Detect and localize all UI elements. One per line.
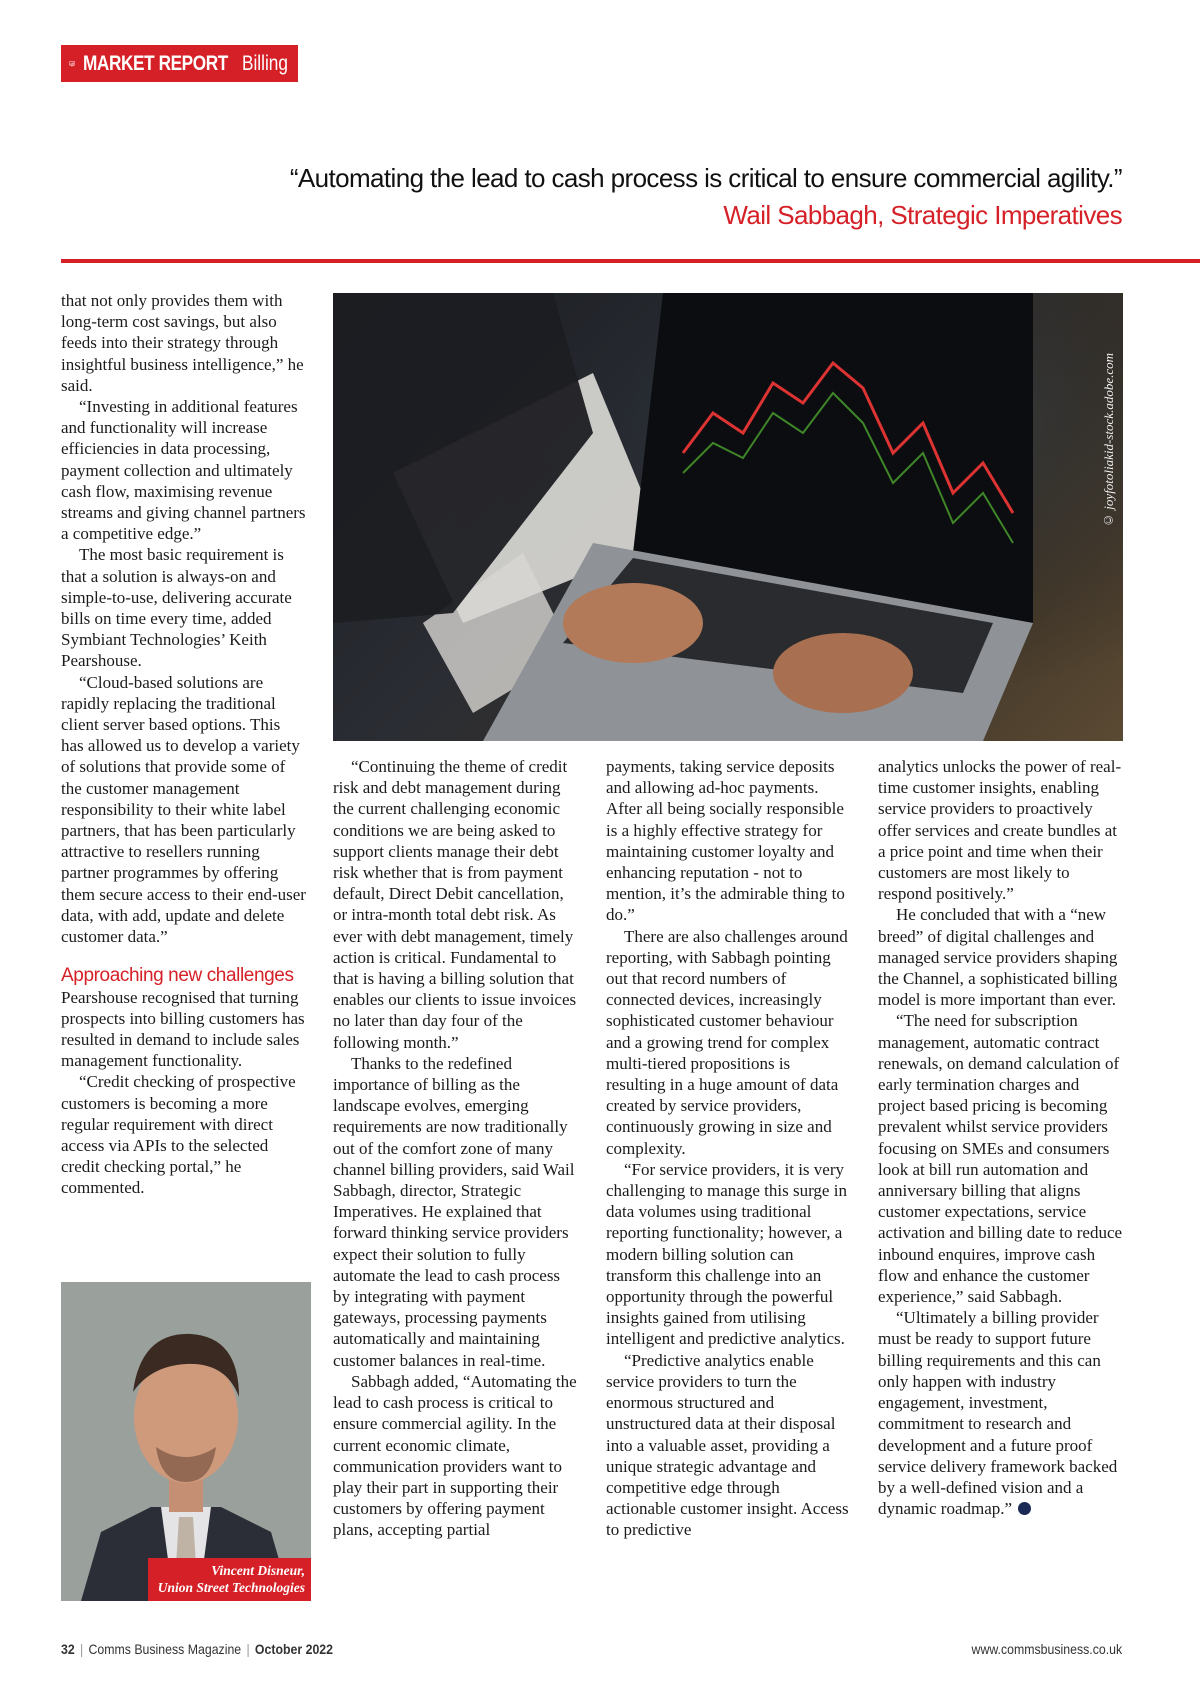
paragraph: “Cloud-based solutions are rapidly replacing the traditional client server based options. This has allowed us to develop a variety of solutions that provide some of the customer management responsibility to their white label partners, that has been particularly attractive to resellers running partner programmes by offering them secure access to their end-user data, with add, update and delete customer data.” [61,672,306,947]
portrait-illustration [61,1282,311,1601]
hero-photo-laptop-trading-chart [333,293,1123,741]
page-number: 32 [61,1641,75,1657]
portrait-name: Vincent Disneur, [211,1563,305,1578]
subheading: Approaching new challenges [61,965,294,987]
end-of-article-icon [1018,1502,1031,1515]
footer-left [61,1641,333,1657]
article-column-1 [61,290,307,1199]
paragraph: “The need for subscription management, automatic contract renewals, on demand calculation of early termination charges and project based pricing is becoming prevalent whilst service providers focusing on SMEs and consumers look at bill run automation and anniversary billing that aligns customer expectations, service activation and billing date to reduce inbound enquires, improve cash flow and enhance the customer experience,” said Sabbagh. [878,1011,1123,1307]
publication-name: Comms Business Magazine [88,1641,242,1657]
photo-credit: © joyfotoliakid-stock.adobe.com [1101,353,1116,528]
paragraph: “Predictive analytics enable service providers to turn the enormous structured and unstructured data at their disposal into a valuable asset, providing a unique strategic advantage and competitive edge through actionable customer insight. Access to predictive [606,1350,849,1540]
footer-separator: | [79,1641,84,1657]
pull-quote [222,163,1122,231]
portrait-company: Union Street Technologies [157,1580,305,1595]
paragraph: payments, taking service deposits and allowing ad-hoc payments. After all being socially responsible is a highly effective strategy for maintaining customer loyalty and enhancing reputation - not to mention, it’s the admirable thing to do.” [606,757,845,925]
paragraph: analytics unlocks the power of real-time customer insights, enabling service providers to proactively offer services and create bundles at a price point and time when their customers are most likely to respond positively.” [878,757,1122,904]
article-column-2 [333,756,579,1541]
presentation-chart-icon [69,52,75,76]
portrait-photo [61,1282,311,1601]
paragraph: Sabbagh added, “Automating the lead to cash process is critical to ensure commercial agility. In the current economic climate, communication providers want to play their part in supporting their customers by offering payment plans, accepting partial [333,1371,577,1540]
paragraph: “Investing in additional features and functionality will increase efficiencies in data processing, payment collection and ultimately cash flow, maximising revenue streams and giving channel partners a competitive edge.” [61,397,306,544]
paragraph: “Continuing the theme of credit risk and debt management during the current challenging economic conditions we are being asked to support clients manage their debt risk whether that is from payment default, Direct Debit cancellation, or intra-month total debt risk. As ever with debt management, timely action is critical. Fundamental to that is having a billing solution that enables our clients to issue invoices no later than day four of the following month.” [333,757,577,1052]
paragraph: He concluded that with a “new breed” of digital challenges and managed service providers shaping the Channel, a sophisticated billing model is more important than ever. [878,905,1118,1010]
page-footer [61,1641,1122,1661]
section-tag [61,45,298,82]
section-label: MARKET REPORT [83,51,229,75]
portrait-caption [148,1558,311,1601]
paragraph: that not only provides them with long-term cost savings, but also feeds into their strategy through insightful business intelligence,” he said. [61,291,304,395]
paragraph: There are also challenges around reporting, with Sabbagh pointing out that record numbers of connected devices, increasingly sophisticated customer behaviour and a growing trend for complex multi-tiered propositions is resulting in a huge amount of data created by service providers, continuously growing in size and complexity. [606,926,848,1158]
pull-quote-text: “Automating the lead to cash process is critical to ensure commercial agility.” [289,163,1122,193]
section-topic: Billing [241,51,288,75]
paragraph-text: “Ultimately a billing provider must be ready to support future billing requirements and this can only happen with industry engagement, investment, commitment to research and development and a future proof service delivery framework backed by a well-defined vision and a dynamic roadmap.” [878,1308,1118,1519]
article-column-3 [606,756,852,1541]
article-column-4 [878,756,1124,1519]
paragraph: “For service providers, it is very challenging to manage this surge in data volumes using traditional reporting functionality; however, a modern billing solution can transform this challenge into an opportunity through the powerful insights gained from utilising intelligent and predictive analytics. [606,1159,847,1349]
paragraph [878,1307,1124,1519]
paragraph: The most basic requirement is that a solution is always-on and simple-to-use, delivering accurate bills on time every time, added Symbiant Technologies’ Keith Pearshouse. [61,545,292,671]
footer-separator: | [246,1641,250,1657]
paragraph: “Credit checking of prospective customers is becoming a more regular requirement with direct access via APIs to the selected credit checking portal,” he commented. [61,1072,296,1198]
pull-quote-attribution: Wail Sabbagh, Strategic Imperatives [723,200,1122,230]
issue-date: October 2022 [254,1641,334,1657]
paragraph: Pearshouse recognised that turning prospects into billing customers has resulted in demand to include sales management functionality. [61,987,305,1071]
website-link[interactable]: www.commsbusiness.co.uk [971,1641,1122,1657]
paragraph: Thanks to the redefined importance of billing as the landscape evolves, emerging requirements are now traditionally out of the comfort zone of many channel billing providers, said Wail Sabbagh, director, Strategic Imperatives. He explained that forward thinking service providers expect their solution to fully automate the lead to cash process by integrating with payment gateways, processing payments automatically and maintaining customer balances in real-time. [333,1053,575,1370]
red-divider [61,259,1200,263]
laptop-illustration [333,293,1123,741]
